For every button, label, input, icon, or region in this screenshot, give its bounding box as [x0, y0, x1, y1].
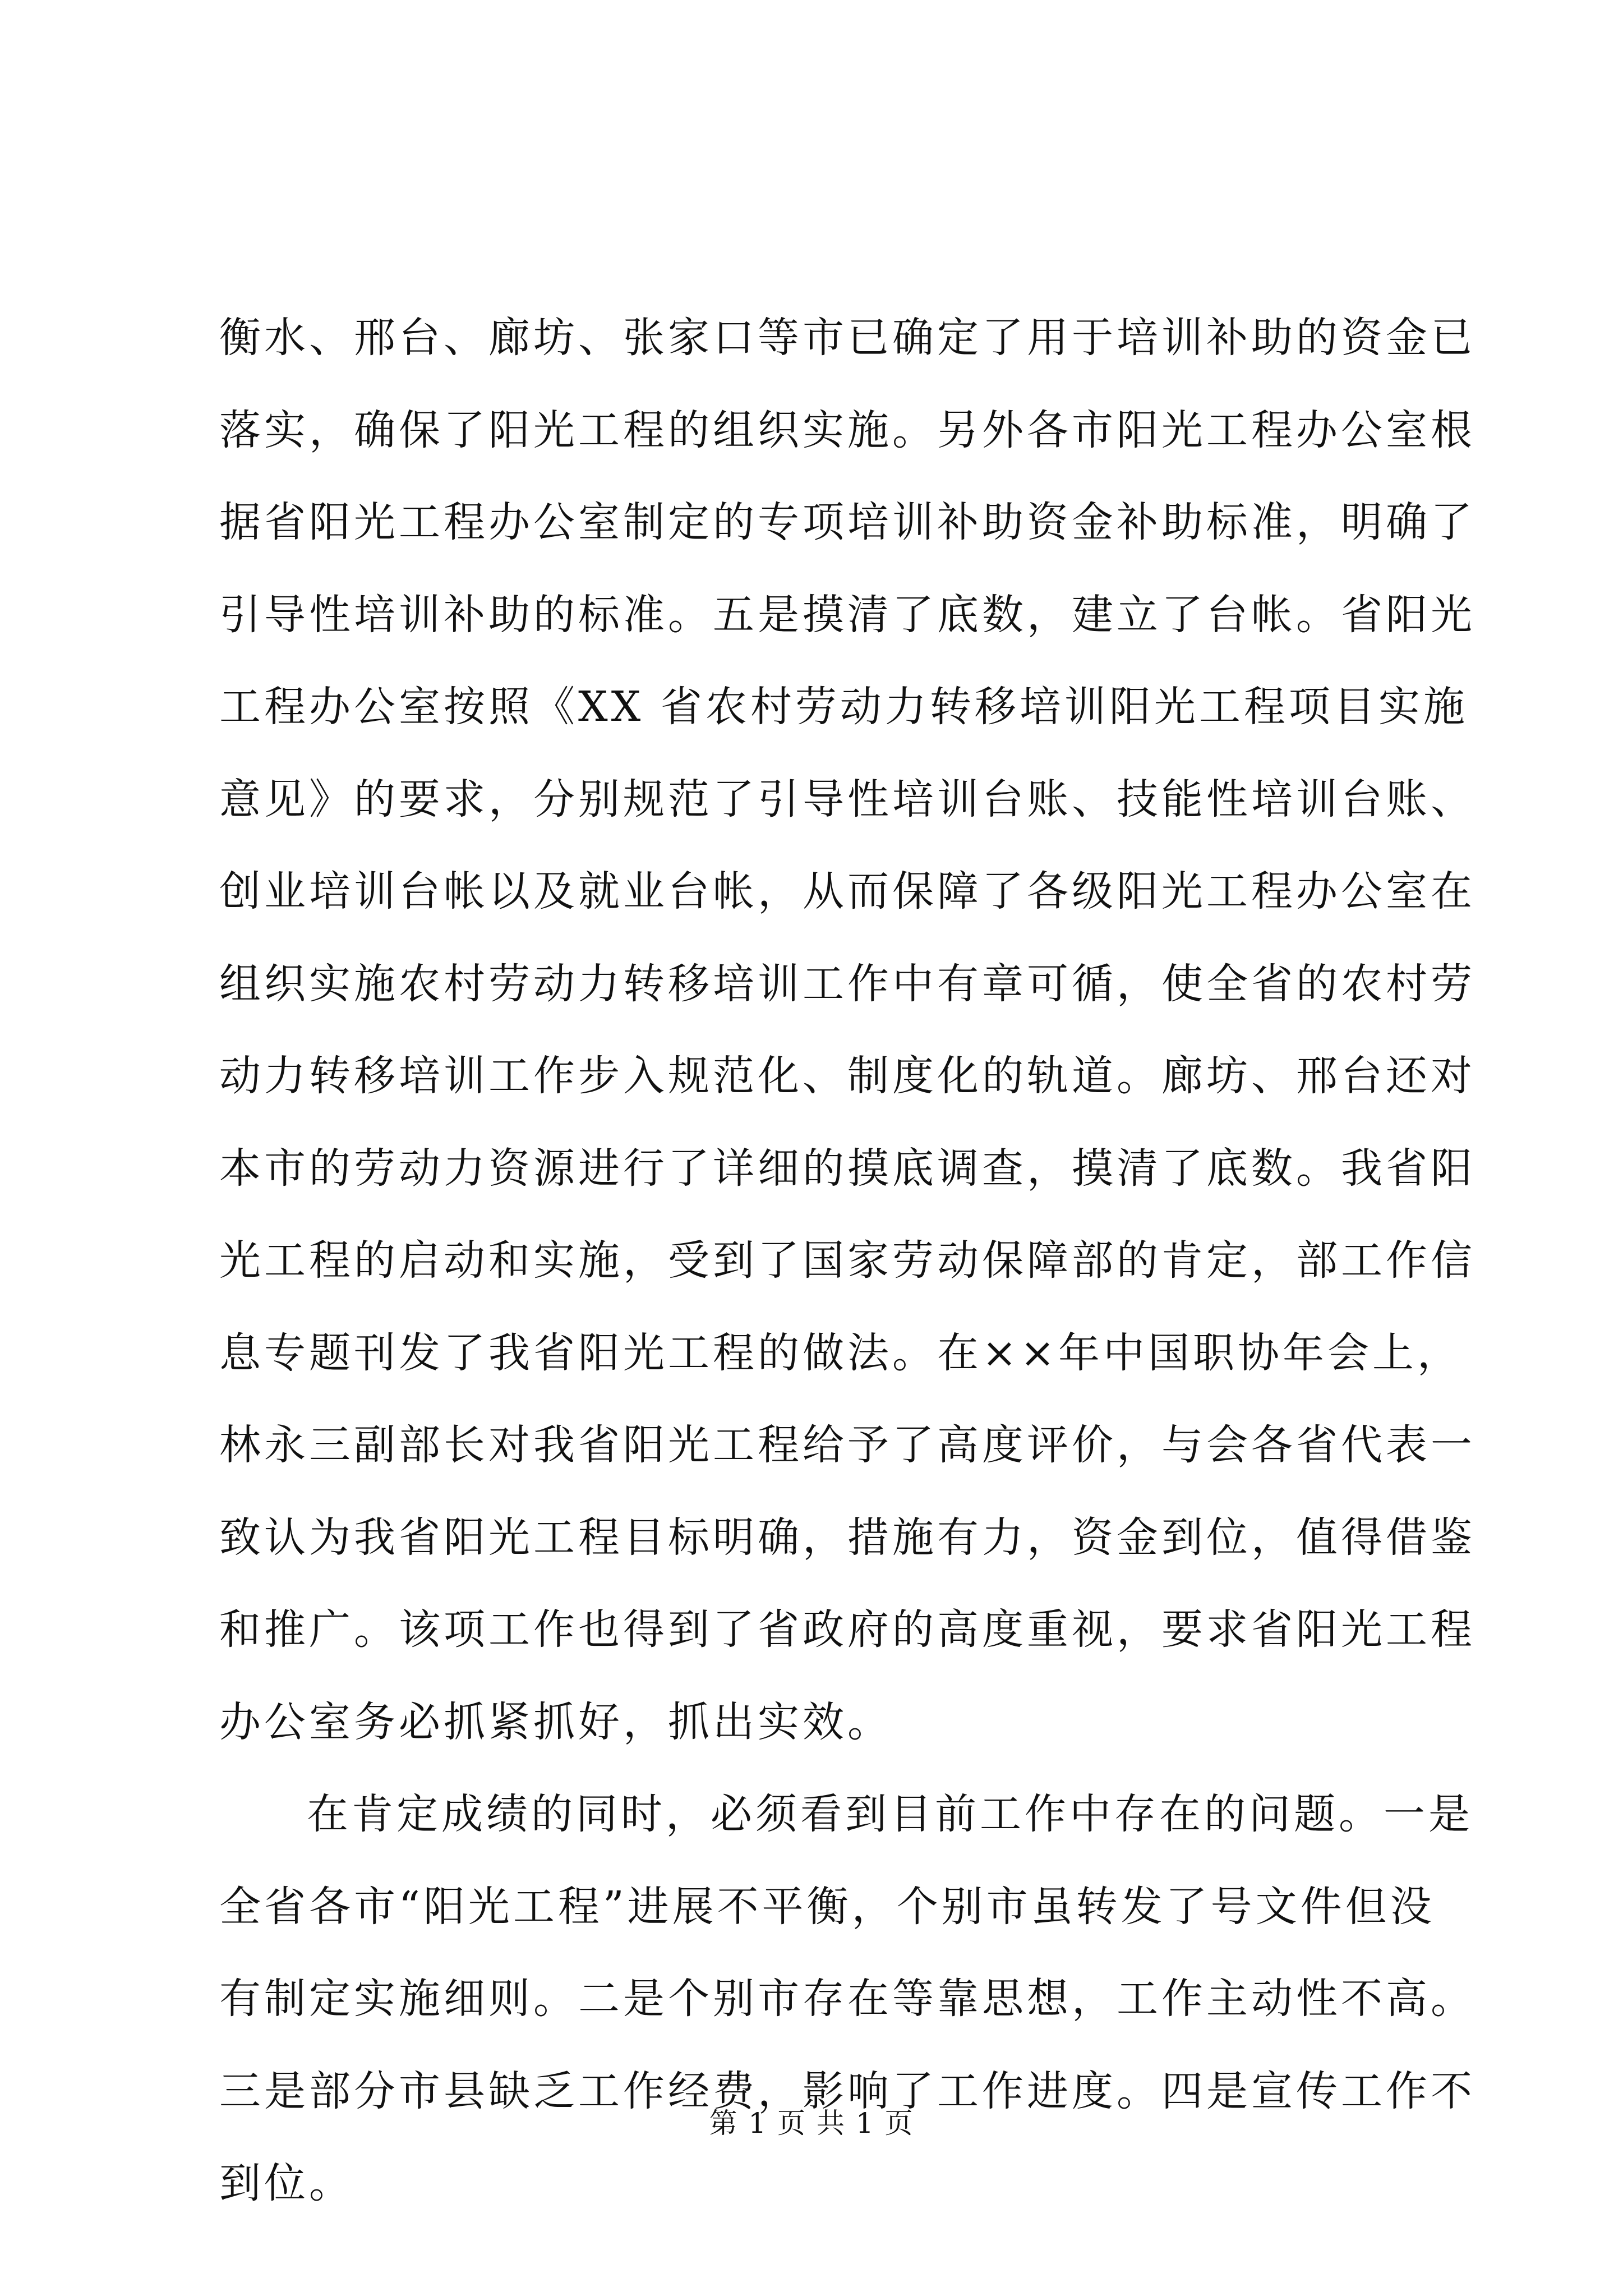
text-line: 本市的劳动力资源进行了详细的摸底调查，摸清了底数。我省阳	[219, 1144, 1476, 1193]
text-line: 和推广。该项工作也得到了省政府的高度重视，要求省阳光工程	[219, 1605, 1476, 1654]
text-line: 有制定实施细则。二是个别市存在等靠思想，工作主动性不高。	[219, 1975, 1476, 2023]
text-line: 三是部分市县缺乏工作经费，影响了工作进度。四是宣传工作不	[219, 2067, 1476, 2115]
text-line: 创业培训台帐以及就业台帐，从而保障了各级阳光工程办公室在	[219, 867, 1476, 915]
text-line: 衡水、邢台、廊坊、张家口等市已确定了用于培训补助的资金已	[219, 314, 1476, 362]
text-line: 光工程的启动和实施，受到了国家劳动保障部的肯定，部工作信	[219, 1236, 1476, 1285]
text-line: 林永三副部长对我省阳光工程给予了高度评价，与会各省代表一	[219, 1421, 1476, 1469]
text-line: 落实，确保了阳光工程的组织实施。另外各市阳光工程办公室根	[219, 406, 1476, 454]
paragraph-first-line: 在肯定成绩的同时，必须看到目前工作中存在的问题。一是	[307, 1790, 1473, 1838]
page-number-footer: 第 1 页 共 1 页	[709, 2107, 914, 2139]
text-line: 到位。	[219, 2159, 354, 2207]
text-line: 意见》的要求，分别规范了引导性培训台账、技能性培训台账、	[219, 775, 1476, 823]
text-line: 工程办公室按照《XX 省农村劳动力转移培训阳光工程项目实施	[219, 683, 1468, 731]
text-line: 息专题刊发了我省阳光工程的做法。在××年中国职协年会上，	[219, 1328, 1463, 1377]
text-line: 致认为我省阳光工程目标明确，措施有力，资金到位，值得借鉴	[219, 1513, 1476, 1562]
text-line: 办公室务必抓紧抓好，抓出实效。	[219, 1697, 892, 1746]
text-line: 全省各市“阳光工程”进展不平衡，个别市虽转发了号文件但没	[219, 1882, 1435, 1931]
text-line: 据省阳光工程办公室制定的专项培训补助资金补助标准，明确了	[219, 498, 1476, 546]
text-line: 引导性培训补助的标准。五是摸清了底数，建立了台帐。省阳光	[219, 590, 1476, 639]
text-line: 动力转移培训工作步入规范化、制度化的轨道。廊坊、邢台还对	[219, 1052, 1476, 1100]
text-line: 组织实施农村劳动力转移培训工作中有章可循，使全省的农村劳	[219, 959, 1476, 1008]
document-body	[219, 292, 1476, 2230]
